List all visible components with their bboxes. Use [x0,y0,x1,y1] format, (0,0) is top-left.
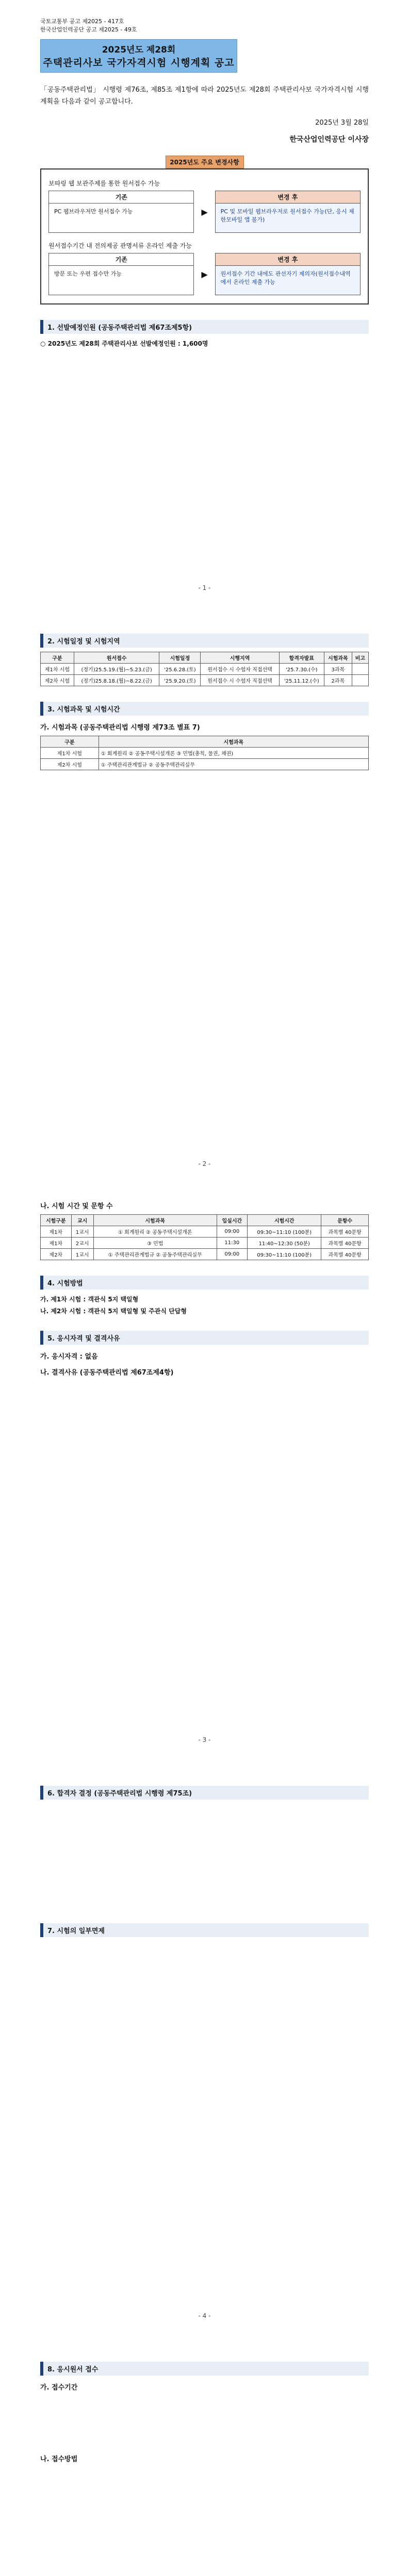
section-8-a: 가. 접수기간 [40,2384,78,2392]
col-header: 시험시간 [248,1215,321,1226]
change-item-2: 원서접수기간 내 전의제공 관명서류 온라인 제출 가능 [48,242,192,249]
page-number: - 1 - [198,584,211,591]
section-4-heading: 4. 시험방법 [40,1276,369,1290]
section-3-heading: 3. 시험과목 및 시험시간 [40,702,369,716]
after-body-2: 원서접수 기간 내에도 관선자기 제의자(원서접수내역에서 온라인 제출 가능 [216,266,360,295]
section-8-b: 나. 접수방법 [40,2455,78,2463]
cell: 과목별 40문항 [321,1226,369,1238]
cell: 제2차 [41,1249,72,1260]
arrow-right-icon: ▶ [201,269,208,279]
page-4 [0,1755,409,2331]
cell: (정기)25.5.19.(월)~5.23.(금) [74,664,159,675]
change-item-1: 보따링 웹 보관주제를 통한 원서접수 가능 [48,180,160,187]
before-col-1 [48,191,194,233]
cell [352,675,368,686]
cell: 3과목 [324,664,352,675]
col-header: 구분 [41,736,99,748]
section-3-time-sub: 나. 시험 시간 및 문항 수 [40,1202,113,1210]
page-number: - 2 - [198,1160,211,1167]
announcement-date: 2025년 3월 28일 [315,119,369,127]
before-col-2 [48,253,194,295]
section-1-heading: 1. 선발예정인원 (공동주택관리법 제67조제5항) [40,320,369,334]
change-compare-2 [48,253,361,295]
cell [352,664,368,675]
cell: '25.11.12.(수) [279,675,324,686]
agency-name: 한국산업인력공단 이사장 [289,135,369,144]
title-banner [40,39,237,73]
changes-box [40,168,369,304]
cell: 11:40~12:30 (50분) [248,1238,321,1249]
page-2 [0,603,409,1179]
table-row [41,1238,369,1249]
cell: 1교시 [71,1249,93,1260]
cell: ① 주택관리관계법규 ② 공동주택관리실무 [93,1249,217,1260]
cell: 제1차 시험 [41,748,99,759]
cell: 09:00 [217,1249,248,1260]
notice-header [40,0,369,34]
cell: 제2차 시험 [41,759,99,770]
cell: 원서접수 시 수험자 직접선택 [201,664,279,675]
cell: 2교시 [71,1238,93,1249]
cell: 09:30~11:10 (100분) [248,1226,321,1238]
cell: 09:30~11:10 (100분) [248,1249,321,1260]
before-body-1: PC 웹브라우저만 원서접수 가능 [54,208,133,215]
section-4-a: 가. 제1차 시험 : 객관식 5지 택일형 [40,1296,139,1303]
after-body-1: PC 및 모바일 웹브라우저로 원서접수 가능(단, 응시 제한모바일 앱 불가) [216,204,360,232]
cell: ① 회계원리 ② 공동주택시설개론 ③ 민법(총칙, 물권, 채권) [99,748,368,759]
col-header: 입실시간 [217,1215,248,1226]
table-row [41,1226,369,1238]
section-4-b: 나. 제2차 시험 : 객관식 5지 택일형 및 주관식 단답형 [40,1308,187,1315]
col-header: 원서접수 [74,652,159,664]
col-header: 비고 [352,652,368,664]
col-header: 시험일정 [159,652,201,664]
cell: 제1차 [41,1226,72,1238]
cell: 2과목 [324,675,352,686]
cell: 과목별 40문항 [321,1238,369,1249]
time-table [40,1214,369,1260]
before-head-1: 기존 [49,191,193,204]
page-3 [0,1179,409,1755]
table-row [41,675,369,686]
col-header: 교시 [71,1215,93,1226]
table-row [41,759,369,770]
cell: 1교시 [71,1226,93,1238]
cell: '25.9.20.(토) [159,675,201,686]
section-5-heading: 5. 응시자격 및 결격사유 [40,1331,369,1345]
after-head-1: 변경 후 [216,191,360,204]
section-3-sub: 가. 시험과목 (공동주택관리법 시행령 제73조 별표 7) [40,724,200,732]
page-5 [0,2331,409,2576]
section-1-body: ○ 2025년도 제28회 주택관리사보 선발예정인원 : 1,600명 [40,340,208,347]
page-1 [0,0,409,603]
schedule-table [40,652,369,686]
title-line-1: 2025년도 제28회 [102,45,176,55]
cell: '25.7.30.(수) [279,664,324,675]
cell: ③ 민법 [93,1238,217,1249]
cell: 제2차 시험 [41,675,74,686]
section-5-b: 나. 결격사유 (공동주택관리법 제67조제4항) [40,1369,174,1377]
table-row [41,748,369,759]
section-7-heading: 7. 시험의 일부면제 [40,1923,369,1937]
changes-banner: 2025년도 주요 변경사항 [166,156,244,168]
subjects-table [40,736,369,770]
cell: 원서접수 시 수험자 직접선택 [201,675,279,686]
table-row [41,664,369,675]
cell: ① 회계원리 ② 공동주택시설개론 [93,1226,217,1238]
col-header: 시험과목 [99,736,368,748]
page-number: - 4 - [198,2312,211,2319]
cell: '25.6.28.(토) [159,664,201,675]
notice-number-2: 한국산업인력공단 공고 제2025 - 49호 [40,26,137,33]
table-row [41,1249,369,1260]
before-head-2: 기존 [49,253,193,266]
after-col-1 [215,191,361,233]
title-line-2: 주택관리사보 국가자격시험 시행계획 공고 [43,57,235,69]
after-head-2: 변경 후 [216,253,360,266]
section-2-heading: 2. 시험일정 및 시험지역 [40,634,369,648]
cell: (정기)25.8.18.(월)~8.22.(금) [74,675,159,686]
arrow-right-icon: ▶ [201,207,208,217]
cell: 과목별 40문항 [321,1249,369,1260]
col-header: 시행지역 [201,652,279,664]
col-header: 시험과목 [93,1215,217,1226]
col-header: 시험과목 [324,652,352,664]
col-header: 합격자발표 [279,652,324,664]
section-5-a: 가. 응시자격 : 없음 [40,1353,98,1361]
section-8-heading: 8. 응시원서 접수 [40,2362,369,2376]
cell: 11:30 [217,1238,248,1249]
section-6-heading: 6. 합격자 결정 (공동주택관리법 시행령 제75조) [40,1786,369,1800]
before-body-2: 방문 또는 우편 접수만 가능 [54,270,122,277]
cell: ① 주택관리관계법규 ② 공동주택관리실무 [99,759,368,770]
change-compare-1 [48,191,361,233]
col-header: 구분 [41,652,74,664]
cell: 제1차 [41,1238,72,1249]
col-header: 시험구분 [41,1215,72,1226]
intro-paragraph: 「공동주택관리법」 시행령 제76조, 제85조 제1항에 따라 2025년도 제28회 주택관리사보 국가자격시험 시행계획을 다음과 같이 공고합니다. [40,86,369,106]
page-number: - 3 - [198,1736,211,1743]
after-col-2 [215,253,361,295]
col-header: 문항수 [321,1215,369,1226]
cell: 09:00 [217,1226,248,1238]
notice-number-1: 국토교통부 공고 제2025 - 417호 [40,18,124,25]
cell: 제1차 시험 [41,664,74,675]
